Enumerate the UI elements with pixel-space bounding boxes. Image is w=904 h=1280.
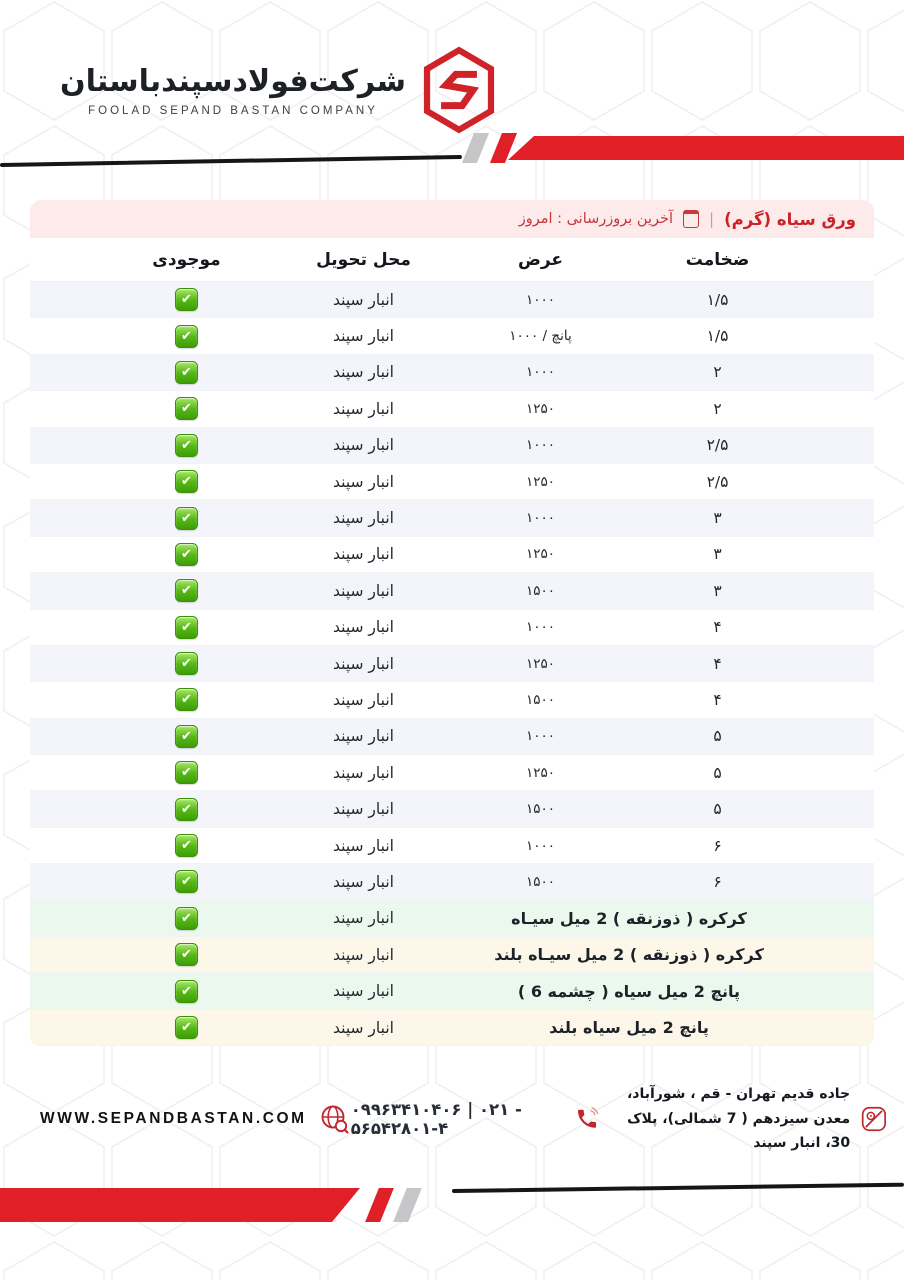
thickness-value: ۶	[713, 872, 722, 891]
delivery-location: انبار سپند	[333, 399, 394, 418]
width-value: ۱۰۰۰	[525, 837, 555, 854]
thickness-value: ۶	[713, 836, 722, 855]
width-value: ۱۰۰۰	[525, 364, 555, 381]
company-name-fa: شرکت‌فولادسپندباستان	[60, 63, 407, 99]
table-row	[30, 318, 874, 354]
availability-cell	[98, 870, 275, 893]
delivery-location: انبار سپند	[333, 836, 394, 855]
availability-cell	[98, 652, 275, 675]
delivery-location: انبار سپند	[333, 436, 394, 455]
check-icon: ✔	[175, 434, 198, 457]
check-icon: ✔	[175, 361, 198, 384]
thickness-value: ۱/۵	[706, 290, 729, 309]
footer	[0, 1082, 904, 1156]
availability-cell	[98, 507, 275, 530]
availability-cell	[98, 397, 275, 420]
table-row	[30, 500, 874, 536]
availability-cell	[98, 834, 275, 857]
availability-cell	[98, 1016, 275, 1039]
column-header-stock: موجودی	[152, 249, 221, 270]
delivery-location: انبار سپند	[333, 472, 394, 491]
delivery-location: انبار سپند	[333, 690, 394, 709]
check-icon: ✔	[175, 397, 198, 420]
availability-cell	[98, 688, 275, 711]
thickness-value: ۴	[713, 654, 722, 673]
check-icon: ✔	[175, 688, 198, 711]
table-row	[30, 282, 874, 318]
address-line-1: جاده قدیم تهران - قم ، شورآباد،	[626, 1086, 851, 1102]
width-value: ۱۲۵۰	[525, 764, 555, 781]
product-name: پانچ 2 میل سیاه ( چشمه 6 )	[517, 981, 741, 1001]
availability-cell	[98, 761, 275, 784]
table-row	[30, 791, 874, 827]
width-value: ۱۲۵۰	[525, 473, 555, 490]
table-row	[30, 864, 874, 900]
table-row	[30, 537, 874, 573]
table-row	[30, 682, 874, 718]
delivery-location: انبار سپند	[333, 654, 394, 673]
check-icon: ✔	[175, 761, 198, 784]
website-group	[40, 1102, 351, 1136]
width-value: ۱۰۰۰	[525, 291, 555, 308]
availability-cell	[98, 943, 275, 966]
thickness-value: ۲/۵	[706, 436, 729, 455]
column-header-delivery: محل تحویل	[316, 249, 411, 270]
product-name: کرکره ( ذوزنقه ) 2 میل سیـاه بلند	[494, 945, 764, 965]
table-row	[30, 755, 874, 791]
availability-cell	[98, 543, 275, 566]
check-icon: ✔	[175, 725, 198, 748]
thickness-value: ۳	[713, 581, 722, 600]
check-icon: ✔	[175, 1016, 198, 1039]
table-row	[30, 1010, 874, 1046]
check-icon: ✔	[175, 980, 198, 1003]
availability-cell	[98, 325, 275, 348]
table-row	[30, 428, 874, 464]
thickness-value: ۵	[713, 800, 722, 819]
thickness-value: ۲	[713, 399, 722, 418]
table-row	[30, 646, 874, 682]
width-value: ۱۵۰۰	[525, 691, 555, 708]
delivery-location: انبار سپند	[333, 909, 394, 928]
width-value: ۱۲۵۰	[525, 400, 555, 417]
width-value: ۱۵۰۰	[525, 801, 555, 818]
width-value: پانچ / ۱۰۰۰	[509, 328, 572, 345]
thickness-value: ۲/۵	[706, 472, 729, 491]
width-value: ۱۰۰۰	[525, 437, 555, 454]
availability-cell	[98, 907, 275, 930]
table-row	[30, 719, 874, 755]
price-table	[30, 200, 874, 1046]
calendar-icon	[683, 210, 699, 228]
availability-cell	[98, 579, 275, 602]
availability-cell	[98, 980, 275, 1003]
check-icon: ✔	[175, 579, 198, 602]
delivery-location: انبار سپند	[333, 509, 394, 528]
width-value: ۱۰۰۰	[525, 619, 555, 636]
thickness-value: ۴	[713, 690, 722, 709]
column-header-width: عرض	[517, 249, 564, 270]
bottom-red-band	[0, 1188, 360, 1222]
delivery-location: انبار سپند	[333, 327, 394, 346]
availability-cell	[98, 725, 275, 748]
delivery-location: انبار سپند	[333, 763, 394, 782]
check-icon: ✔	[175, 798, 198, 821]
check-icon: ✔	[175, 543, 198, 566]
delivery-location: انبار سپند	[333, 363, 394, 382]
table-row	[30, 937, 874, 973]
table-header-row	[30, 238, 874, 282]
address-group	[599, 1082, 888, 1156]
delivery-location: انبار سپند	[333, 945, 394, 964]
check-icon: ✔	[175, 907, 198, 930]
title-separator: |	[709, 210, 715, 228]
check-icon: ✔	[175, 288, 198, 311]
width-value: ۱۰۰۰	[525, 728, 555, 745]
table-body	[30, 282, 874, 1046]
address-line-2: معدن سیزدهم ( 7 شمالی)، پلاک 30، انبار سپند	[627, 1110, 851, 1151]
phone-icon	[573, 1102, 599, 1136]
table-row	[30, 464, 874, 500]
check-icon: ✔	[175, 870, 198, 893]
delivery-location: انبار سپند	[333, 545, 394, 564]
width-value: ۱۵۰۰	[525, 873, 555, 890]
check-icon: ✔	[175, 470, 198, 493]
delivery-location: انبار سپند	[333, 290, 394, 309]
website-url: WWW.SEPANDBASTAN.COM	[40, 1109, 307, 1127]
width-value: ۱۲۵۰	[525, 546, 555, 563]
availability-cell	[98, 616, 275, 639]
check-icon: ✔	[175, 507, 198, 530]
delivery-location: انبار سپند	[333, 800, 394, 819]
column-header-thickness: ضخامت	[685, 249, 750, 270]
globe-search-icon	[317, 1102, 351, 1136]
width-value: ۱۲۵۰	[525, 655, 555, 672]
availability-cell	[98, 470, 275, 493]
table-row	[30, 610, 874, 646]
table-row	[30, 973, 874, 1009]
phone-group	[351, 1100, 599, 1138]
availability-cell	[98, 798, 275, 821]
check-icon: ✔	[175, 943, 198, 966]
table-row	[30, 901, 874, 937]
delivery-location: انبار سپند	[333, 727, 394, 746]
last-update-label: آخرین بروزرسانی : امروز	[518, 211, 673, 227]
top-red-band	[508, 136, 904, 160]
table-row	[30, 828, 874, 864]
company-logo-hexagon-s-icon	[420, 46, 498, 134]
thickness-value: ۴	[713, 618, 722, 637]
thickness-value: ۵	[713, 727, 722, 746]
check-icon: ✔	[175, 652, 198, 675]
availability-cell	[98, 361, 275, 384]
company-name-en: FOOLAD SEPAND BASTAN COMPANY	[88, 104, 378, 117]
product-name: کرکره ( ذوزنقه ) 2 میل سیـاه	[511, 908, 747, 928]
check-icon: ✔	[175, 834, 198, 857]
address-text	[599, 1082, 850, 1156]
map-pin-icon	[860, 1101, 888, 1137]
thickness-value: ۱/۵	[706, 327, 729, 346]
brand-text	[60, 64, 406, 117]
thickness-value: ۳	[713, 509, 722, 528]
check-icon: ✔	[175, 616, 198, 639]
delivery-location: انبار سپند	[333, 581, 394, 600]
thickness-value: ۲	[713, 363, 722, 382]
width-value: ۱۰۰۰	[525, 510, 555, 527]
table-title: ورق سیاه (گرم)	[724, 209, 856, 229]
thickness-value: ۳	[713, 545, 722, 564]
delivery-location: انبار سپند	[333, 1018, 394, 1037]
availability-cell	[98, 434, 275, 457]
product-name: پانچ 2 میل سیاه بلند	[549, 1018, 709, 1037]
delivery-location: انبار سپند	[333, 872, 394, 891]
delivery-location: انبار سپند	[333, 618, 394, 637]
phone-numbers: ۰۹۹۶۳۴۱۰۴۰۶ | ۰۲۱ - ۵۶۵۴۲۸۰۱-۴	[350, 1099, 522, 1138]
brand-header	[60, 46, 498, 134]
table-row	[30, 391, 874, 427]
availability-cell	[98, 288, 275, 311]
width-value: ۱۵۰۰	[525, 582, 555, 599]
table-row	[30, 573, 874, 609]
delivery-location: انبار سپند	[333, 982, 394, 1001]
thickness-value: ۵	[713, 763, 722, 782]
table-row	[30, 355, 874, 391]
table-title-bar	[30, 200, 874, 238]
check-icon: ✔	[175, 325, 198, 348]
